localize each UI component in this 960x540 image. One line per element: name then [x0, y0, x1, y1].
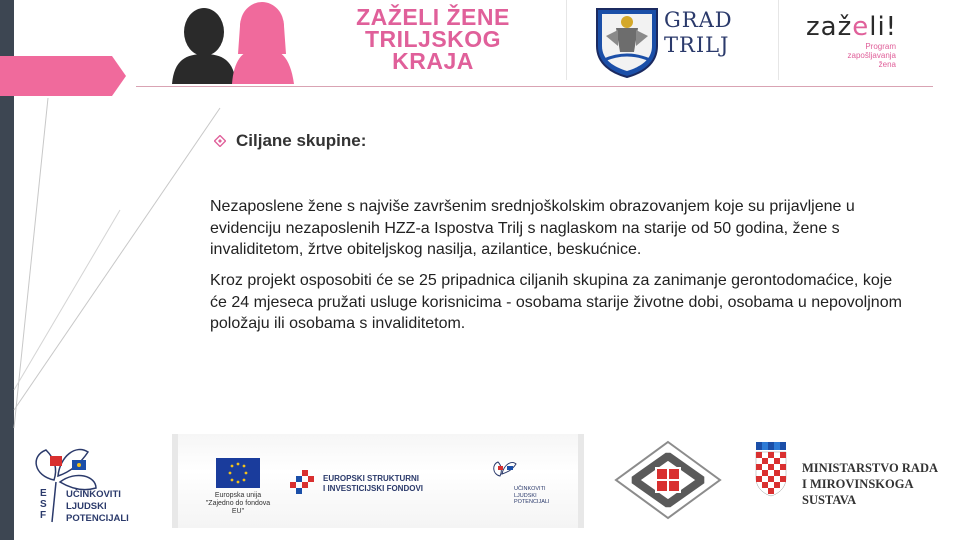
- zazeli-subtitle: [806, 42, 916, 69]
- paragraph-project-training: Kroz projekt osposobiti će se 25 pripadnica ciljanih skupina za zanimanje gerontodomaćice, koje će 24 mjeseca pružati usluge korisnicima - osobama starije životne dobi, osobama u nepovoljnom položaju ili osobama s invaliditetom.: [210, 272, 902, 332]
- pink-arrow-icon: [0, 56, 130, 96]
- esf-letter-e: E: [40, 488, 47, 499]
- zazeli-sub-line-2: zapošljavanja: [847, 51, 896, 60]
- zazeli-wordmark: [806, 12, 916, 42]
- zazeli-prefix: zaž: [806, 12, 853, 42]
- esif-text-line-1: EUROPSKI STRUKTURNI: [323, 474, 420, 483]
- esf-letter-f: F: [40, 510, 47, 521]
- grad-word: GRAD: [664, 8, 733, 32]
- grad-trilj-label: [664, 8, 733, 58]
- banner-esf-line-1: UČINKOVITI: [514, 486, 546, 492]
- esf-text-line-1: UČINKOVITI: [66, 489, 121, 500]
- project-logo-title: [338, 6, 528, 72]
- project-title-line-2: TRILJSKOG: [364, 26, 502, 52]
- banner-esf-line-3: POTENCIJALI: [514, 499, 550, 505]
- logo-separator: [566, 0, 567, 80]
- project-title-line-1: ZAŽELI ŽENE: [356, 4, 510, 30]
- zazeli-suffix: li!: [869, 12, 898, 42]
- bullet-heading-row: [214, 131, 366, 151]
- logo-separator: [778, 0, 779, 80]
- women-silhouettes-icon: [170, 2, 330, 84]
- esif-checker-icon: [288, 470, 322, 496]
- ministry-line-1: MINISTARSTVO RADA: [802, 461, 938, 475]
- zazeli-sub-line-1: Program: [865, 42, 896, 51]
- section-heading: Ciljane skupine:: [236, 131, 367, 150]
- eu-caption-line-1: Europska unija: [214, 492, 262, 499]
- project-title-line-3: KRAJA: [392, 48, 474, 74]
- esf-text-line-2: LJUDSKI: [66, 501, 107, 512]
- coat-of-arms-icon: [594, 6, 660, 78]
- banner-esf-text: [514, 486, 549, 506]
- zazeli-logo: [806, 12, 916, 69]
- eu-funds-banner: [172, 434, 584, 528]
- esif-text-line-2: I INVESTICIJSKI FONDOVI: [323, 483, 424, 493]
- eu-stars-icon: [216, 458, 260, 488]
- trilj-word: TRILJ: [664, 33, 730, 57]
- croatian-shield-icon: [754, 442, 788, 498]
- paragraph-target-groups: Nezaposlene žene s najviše završenim srednjoškolskim obrazovanjem koje su prijavljene u evidenciju nezaposlenih HZZ-a Ispostva Trilj s naglaskom na starije od 50 godina, žene s invaliditetom, žrtve obiteljskog nasilja, azilantice, beskućnice.: [210, 198, 855, 258]
- hzz-logo-icon: [612, 440, 724, 520]
- banner-esf-line-2: LJUDSKI: [514, 492, 537, 499]
- eu-caption-line-2: "Zajedno do fondova EU": [205, 500, 271, 515]
- ministry-line-2: I MIROVINSKOGA SUSTAVA: [802, 477, 913, 507]
- esf-letters: [40, 488, 47, 521]
- ministry-label: [802, 460, 960, 508]
- eu-caption: [200, 492, 276, 516]
- zazeli-sub-line-3: žena: [878, 60, 896, 69]
- esf-letter-s: S: [40, 499, 47, 510]
- header-rule: [136, 86, 933, 87]
- esif-text: [323, 474, 423, 493]
- eu-flag-icon: [216, 458, 260, 488]
- esf-text-line-3: POTENCIJALI: [66, 513, 129, 524]
- diamond-bullet-icon: [214, 135, 226, 147]
- zazeli-accent: e: [852, 12, 870, 42]
- esf-program-text: [66, 489, 129, 525]
